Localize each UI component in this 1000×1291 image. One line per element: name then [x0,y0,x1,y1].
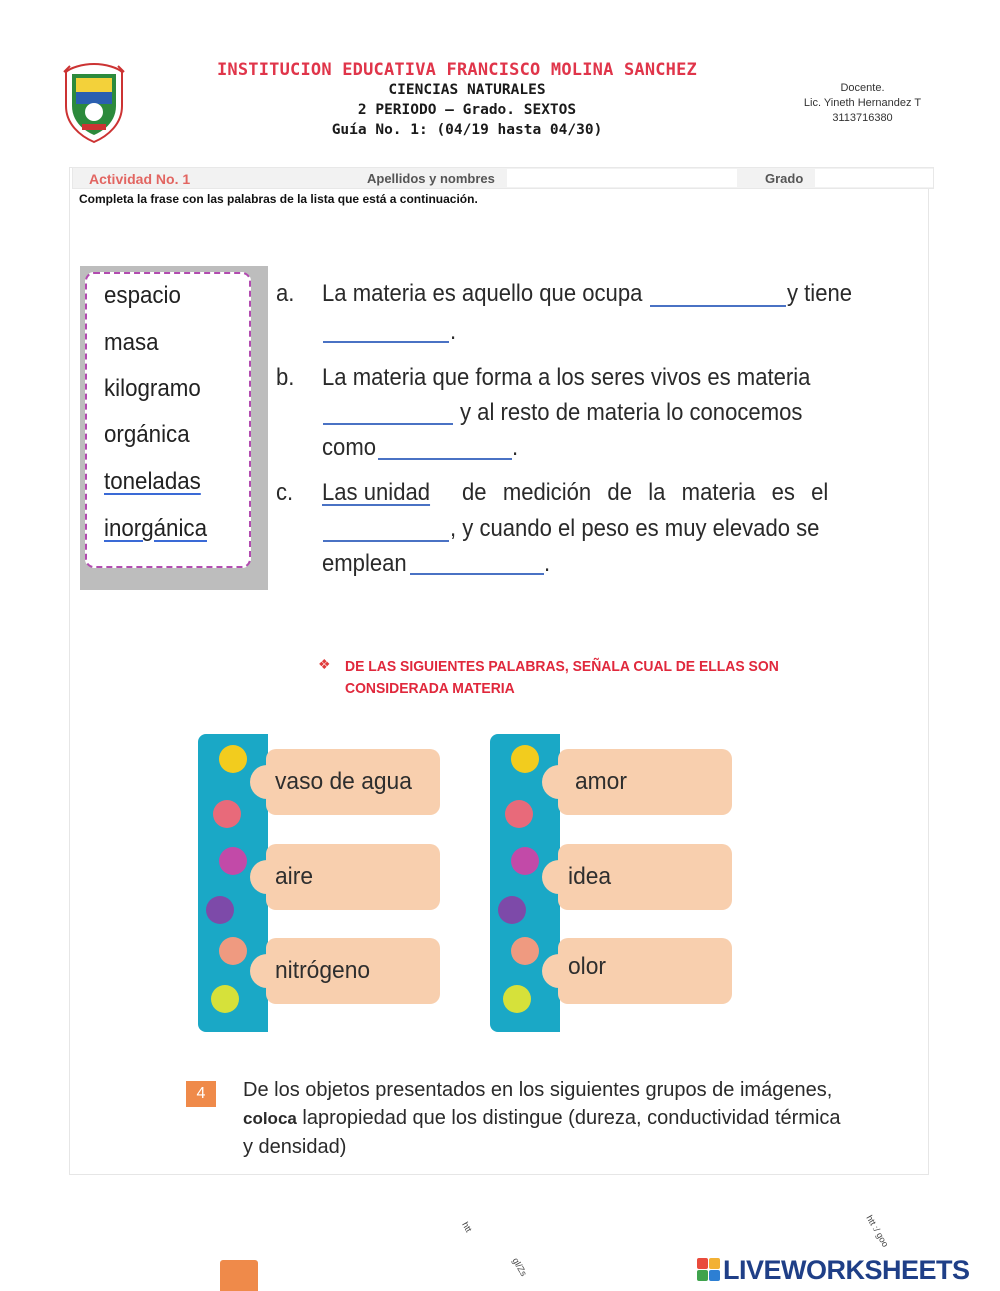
sentence-a-text1: La materia es aquello que ocupa [322,280,643,307]
names-input[interactable] [507,169,737,187]
teacher-name: Lic. Yineth Hernandez T [803,97,922,109]
word-card-label: vaso de agua [275,768,412,795]
blank-a2[interactable] [323,341,449,343]
blank-a1[interactable] [650,305,786,307]
blank-c2[interactable] [410,573,544,575]
sentence-c-text1: de medición de la materia es el [462,479,829,506]
diamond-bullet-icon: ❖ [318,656,331,672]
instruction-text: Completa la frase con las palabras de la lista que está a continuación. [79,192,478,206]
sentence-c-letter: c. [276,479,294,506]
sentence-b-end: . [512,434,519,461]
word-card-label: nitrógeno [275,957,371,984]
dot-salmon-icon [511,937,539,965]
school-name: INSTITUCION EDUCATIVA FRANCISCO MOLINA SANCHEZ [216,60,697,80]
word-card-label: amor [575,768,627,795]
liveworksheets-cubes-icon [697,1258,721,1282]
word-bank-item: orgánica [104,421,190,448]
word-card-label: idea [568,863,612,890]
sentence-a-end: . [450,318,457,345]
word-bank-item: espacio [104,282,181,309]
dot-salmon-icon [219,937,247,965]
dot-pink-icon [505,800,533,828]
sentence-b-text3: como [322,434,376,461]
liveworksheets-brand: LIVEWORKSHEETS [723,1254,970,1285]
sentence-b-text1: La materia que forma a los seres vivos es materia [322,364,811,391]
activity-title: Actividad No. 1 [89,171,191,187]
grade-input[interactable] [815,169,933,187]
sentence-c-end: . [544,550,551,577]
orange-tab[interactable] [220,1260,258,1291]
liveworksheets-logo[interactable] [697,1255,970,1285]
teacher-phone: 3113716380 [832,112,893,124]
sentence-a-text2: y tiene [787,280,853,307]
dot-pink-icon [213,800,241,828]
blank-c1[interactable] [323,540,449,542]
dot-yellow-icon [511,745,539,773]
sentence-a-letter: a. [276,280,295,307]
dot-yellow-icon [219,745,247,773]
word-card-label: aire [275,863,314,890]
section4-text-part2: lapropiedad que los distingue (dureza, conductividad térmica y densidad) [243,1107,841,1158]
card-notch [542,765,576,799]
teacher-info [790,81,935,126]
dot-lime-icon [211,985,239,1013]
dot-magenta-icon [219,847,247,875]
section2-heading-line2: CONSIDERADA MATERIA [345,680,515,697]
scribble-text: htt :/ goo [864,1213,891,1249]
dot-lime-icon [503,985,531,1013]
scribble-text: htt [460,1220,474,1234]
section4-number-badge: 4 [186,1081,216,1107]
sentence-c-text3: emplean [322,550,407,577]
guide-dates: Guía No. 1: (04/19 hasta 04/30) [331,122,603,138]
section4-text-part1: De los objetos presentados en los siguientes grupos de imágenes, [243,1079,833,1101]
word-bank-item: inorgánica [104,515,207,542]
names-label: Apellidos y nombres [367,171,495,186]
sentence-c-underlined: Las unidad [322,479,431,506]
section2-heading-line1: DE LAS SIGUIENTES PALABRAS, SEÑALA CUAL DE ELLAS SON [345,658,779,675]
section4-bold-word: coloca [243,1109,297,1128]
word-card-label: olor [568,953,607,980]
blank-b1[interactable] [323,423,453,425]
dot-purple-icon [498,896,526,924]
section4-text [243,1076,843,1161]
word-bank-item: masa [104,329,159,356]
teacher-title: Docente. [840,82,885,94]
blank-b2[interactable] [378,458,512,460]
grade-label: Grado [765,171,804,186]
period-grade: 2 PERIODO – Grado. SEXTOS [357,102,577,118]
word-bank-item: toneladas [104,468,201,495]
dot-purple-icon [206,896,234,924]
sentence-b-letter: b. [276,364,295,391]
subject-title: CIENCIAS NATURALES [388,82,546,98]
sentence-b-text2: y al resto de materia lo conocemos [460,399,803,426]
scribble-text: gl/Zs [510,1256,529,1278]
word-bank-item: kilogramo [104,375,201,402]
dot-magenta-icon [511,847,539,875]
sentence-c-text2: , y cuando el peso es muy elevado se [450,515,820,542]
activity-header-row [72,167,934,189]
section2-heading [345,656,829,700]
